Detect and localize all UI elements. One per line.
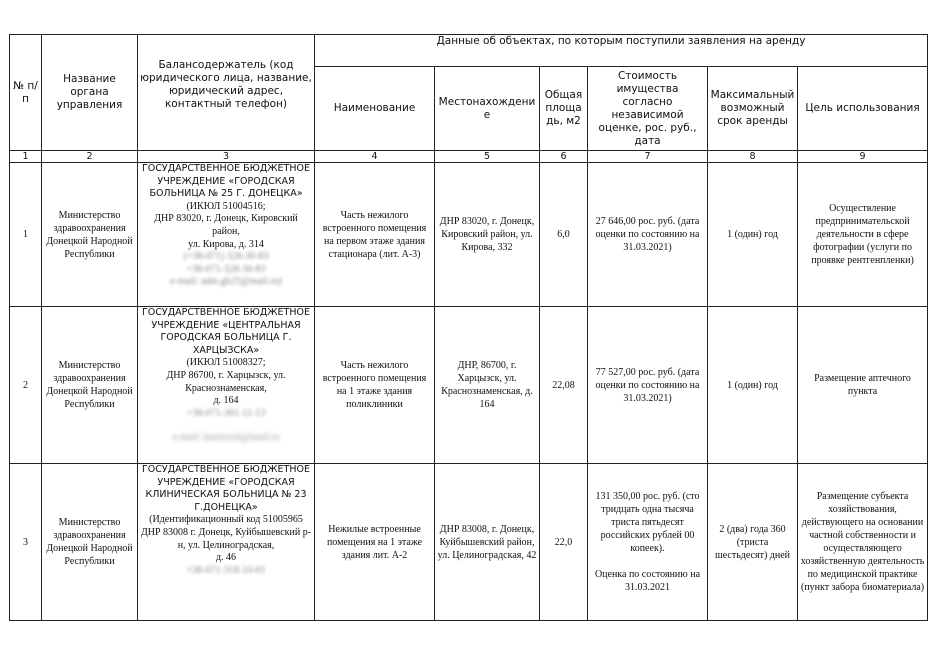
balance-holder-phone: +38-071-301-11-13 xyxy=(186,407,266,419)
header-col-location: Местонахождение xyxy=(435,67,540,151)
column-number: 3 xyxy=(138,151,315,163)
row-purpose: Размещение субъекта хозяйствования, действующего на основании частной собственности и осуществляющего хозяйственную деятельность по медицинской практике (пункт забора биоматериала) xyxy=(798,464,928,621)
row-area: 22,0 xyxy=(540,464,588,621)
header-group-objects: Данные об объектах, по которым поступили заявления на аренду xyxy=(315,35,928,67)
row-object-name: Нежилые встроенные помещения на 1 этаже здания лит. А-2 xyxy=(315,464,435,621)
column-number: 9 xyxy=(798,151,928,163)
row-object-name: Часть нежилого встроенного помещения на 1 этаже здания поликлиники xyxy=(315,307,435,464)
balance-holder-code: (ИКЮЛ 51008327; xyxy=(186,357,266,369)
column-number: 7 xyxy=(588,151,708,163)
table-row xyxy=(10,464,928,621)
column-number: 1 xyxy=(10,151,42,163)
row-term: 2 (два) года 360 (триста шестьдесят) дней xyxy=(708,464,798,621)
header-col-area: Общая площадь, м2 xyxy=(540,67,588,151)
row-org: Министерство здравоохранения Донецкой Народной Республики xyxy=(42,307,138,464)
balance-holder-street: д. 164 xyxy=(213,395,239,407)
balance-holder-email: e-mail: hartsyzsk@mail.ru xyxy=(172,432,280,444)
row-number: 3 xyxy=(10,464,42,621)
row-location: ДНР, 86700, г. Харцызск, ул. Краснознаменская, д. 164 xyxy=(435,307,540,464)
row-area: 6,0 xyxy=(540,163,588,307)
header-col-purpose: Цель использования xyxy=(798,67,928,151)
balance-holder-address: ДНР 86700, г. Харцызск, ул. Краснознаменская, xyxy=(166,369,286,394)
row-location: ДНР 83020, г. Донецк, Кировский район, ул. Кирова, 332 xyxy=(435,163,540,307)
row-org: Министерство здравоохранения Донецкой Народной Республики xyxy=(42,163,138,307)
balance-holder-name: ГОСУДАРСТВЕННОЕ БЮДЖЕТНОЕ УЧРЕЖДЕНИЕ «ЦЕНТРАЛЬНАЯ ГОРОДСКАЯ БОЛЬНИЦА Г. ХАРЦЫЗСКА» xyxy=(142,307,310,356)
header-col-number: № п/п xyxy=(10,35,42,151)
header-col-balance-holder: Балансодержатель (код юридического лица, название, юридический адрес, контактный телефон) xyxy=(138,35,315,151)
row-area: 22,08 xyxy=(540,307,588,464)
balance-holder-code: (ИКЮЛ 51004516; xyxy=(186,200,266,212)
row-term: 1 (один) год xyxy=(708,163,798,307)
header-col-org: Название органа управления xyxy=(42,35,138,151)
cost-text: 131 350,00 рос. руб. (сто тридцать одна тысяча триста пятьдесят российских рублей 00 копеек). xyxy=(595,491,700,554)
balance-holder-name: ГОСУДАРСТВЕННОЕ БЮДЖЕТНОЕ УЧРЕЖДЕНИЕ «ГОРОДСКАЯ КЛИНИЧЕСКАЯ БОЛЬНИЦА № 23 Г.ДОНЕЦКА» xyxy=(142,464,310,513)
balance-holder-code: (Идентификационный код 51005965 xyxy=(149,514,303,526)
row-cost: 77 527,00 рос. руб. (дата оценки по состоянию на 31.03.2021) xyxy=(588,307,708,464)
row-number: 2 xyxy=(10,307,42,464)
row-purpose: Размещение аптечного пункта xyxy=(798,307,928,464)
header-row-1 xyxy=(10,35,928,67)
column-number: 6 xyxy=(540,151,588,163)
lease-objects-table xyxy=(9,34,928,621)
balance-holder-street: ул. Кирова, д. 314 xyxy=(188,238,264,250)
balance-holder-street: д. 46 xyxy=(215,552,237,564)
balance-holder-name: ГОСУДАРСТВЕННОЕ БЮДЖЕТНОЕ УЧРЕЖДЕНИЕ «ГОРОДСКАЯ БОЛЬНИЦА № 25 Г. ДОНЕЦКА» xyxy=(142,163,310,200)
row-balance-holder xyxy=(138,464,315,621)
column-number: 4 xyxy=(315,151,435,163)
header-col-term: Максимальный возможный срок аренды xyxy=(708,67,798,151)
column-number: 2 xyxy=(42,151,138,163)
row-org: Министерство здравоохранения Донецкой Народной Республики xyxy=(42,464,138,621)
balance-holder-phone: +38-071-328-30-83 xyxy=(186,263,266,275)
row-location: ДНР 83008, г. Донецк, Куйбышевский район, ул. Целиноградская, 42 xyxy=(435,464,540,621)
row-term: 1 (один) год xyxy=(708,307,798,464)
balance-holder-phone: (+38-071) 328-30-83 xyxy=(183,251,269,263)
header-col-cost: Стоимость имущества согласно независимой оценке, рос. руб., дата xyxy=(588,67,708,151)
balance-holder-address: ДНР 83008 г. Донецк, Куйбышевский р-н, ул. Целиноградская, xyxy=(140,526,312,551)
row-cost: 27 646,00 рос. руб. (дата оценки по состоянию на 31.03.2021) xyxy=(588,163,708,307)
column-numbers-row xyxy=(10,151,928,163)
row-purpose: Осуществление предпринимательской деятельности в сфере фотографии (услуги по проявке рентгенпленки) xyxy=(798,163,928,307)
table-row xyxy=(10,307,928,464)
row-cost xyxy=(588,464,708,621)
cost-date: Оценка по состоянию на 31.03.2021 xyxy=(594,569,701,593)
row-number: 1 xyxy=(10,163,42,307)
column-number: 5 xyxy=(435,151,540,163)
row-object-name: Часть нежилого встроенного помещения на первом этаже здания стационара (лит. А-3) xyxy=(315,163,435,307)
row-balance-holder xyxy=(138,163,315,307)
row-balance-holder xyxy=(138,307,315,464)
balance-holder-address: ДНР 83020, г. Донецк, Кировский район, xyxy=(154,213,298,237)
balance-holder-phone: +38-071-318-10-01 xyxy=(186,564,266,576)
header-col-name: Наименование xyxy=(315,67,435,151)
table-row xyxy=(10,163,928,307)
balance-holder-email: e-mail: adm.gb25@mail.ru) xyxy=(170,276,282,288)
column-number: 8 xyxy=(708,151,798,163)
